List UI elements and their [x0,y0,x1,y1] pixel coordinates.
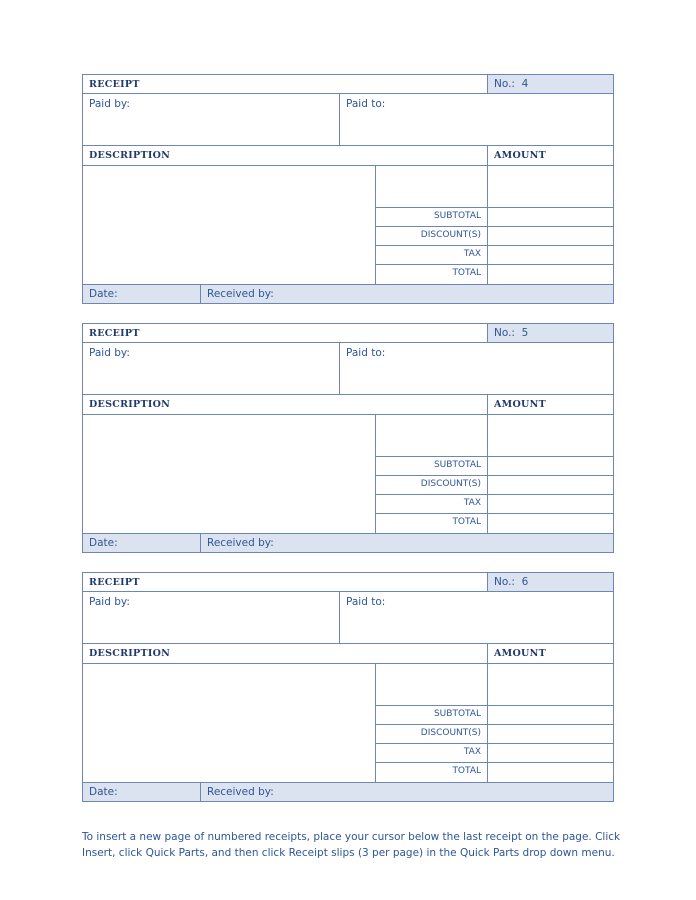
discounts-field[interactable] [488,476,613,495]
amount-field[interactable] [488,166,613,208]
received-by-field[interactable]: Received by: [201,284,613,303]
amount-header: AMOUNT [488,644,613,664]
discounts-field[interactable] [488,227,613,246]
total-label: TOTAL [376,514,488,533]
discounts-label: DISCOUNT(S) [376,476,488,495]
date-field[interactable]: Date: [83,284,201,303]
receipt-number-value: 6 [521,576,529,588]
total-field[interactable] [488,514,613,533]
subtotal-label: SUBTOTAL [376,457,488,476]
receipt-slip [82,74,614,304]
tax-field[interactable] [488,246,613,265]
paid-to-field[interactable]: Paid to: [340,94,613,146]
discounts-label: DISCOUNT(S) [376,725,488,744]
paid-to-field[interactable]: Paid to: [340,592,613,644]
description-field[interactable] [83,664,376,782]
description-header: DESCRIPTION [83,395,488,415]
receipt-number-label: No.: [494,78,515,90]
receipt-number-value: 5 [521,327,529,339]
total-field[interactable] [488,265,613,284]
total-label: TOTAL [376,265,488,284]
receipt-number [488,75,613,94]
description-field[interactable] [83,415,376,533]
item-cell[interactable] [376,166,488,208]
paid-by-field[interactable]: Paid by: [83,343,340,395]
receipt-title: RECEIPT [83,573,488,592]
received-by-field[interactable]: Received by: [201,782,613,801]
receipt-number-value: 4 [521,78,529,90]
amount-header: AMOUNT [488,146,613,166]
receipt-slip [82,572,614,802]
subtotal-label: SUBTOTAL [376,208,488,227]
amount-field[interactable] [488,415,613,457]
amount-field[interactable] [488,664,613,706]
received-by-field[interactable]: Received by: [201,533,613,552]
subtotal-field[interactable] [488,208,613,227]
subtotal-field[interactable] [488,457,613,476]
tax-field[interactable] [488,744,613,763]
subtotal-field[interactable] [488,706,613,725]
description-field[interactable] [83,166,376,284]
item-cell[interactable] [376,415,488,457]
paid-by-field[interactable]: Paid by: [83,94,340,146]
paid-by-field[interactable]: Paid by: [83,592,340,644]
subtotal-label: SUBTOTAL [376,706,488,725]
receipt-number [488,573,613,592]
tax-label: TAX [376,744,488,763]
discounts-field[interactable] [488,725,613,744]
total-label: TOTAL [376,763,488,782]
receipt-number-label: No.: [494,576,515,588]
date-field[interactable]: Date: [83,533,201,552]
tax-label: TAX [376,495,488,514]
description-header: DESCRIPTION [83,146,488,166]
receipt-title: RECEIPT [83,324,488,343]
tax-label: TAX [376,246,488,265]
tax-field[interactable] [488,495,613,514]
item-cell[interactable] [376,664,488,706]
receipt-slip [82,323,614,553]
discounts-label: DISCOUNT(S) [376,227,488,246]
description-header: DESCRIPTION [83,644,488,664]
date-field[interactable]: Date: [83,782,201,801]
amount-header: AMOUNT [488,395,613,415]
paid-to-field[interactable]: Paid to: [340,343,613,395]
receipt-number-label: No.: [494,327,515,339]
instructions-text: To insert a new page of numbered receipts, place your cursor below the last receipt on the page. Click Insert, click Quick Parts, and then click Receipt slips (3 per page) in the Quick Parts drop down menu. [82,831,621,859]
receipt-number [488,324,613,343]
receipt-title: RECEIPT [83,75,488,94]
total-field[interactable] [488,763,613,782]
